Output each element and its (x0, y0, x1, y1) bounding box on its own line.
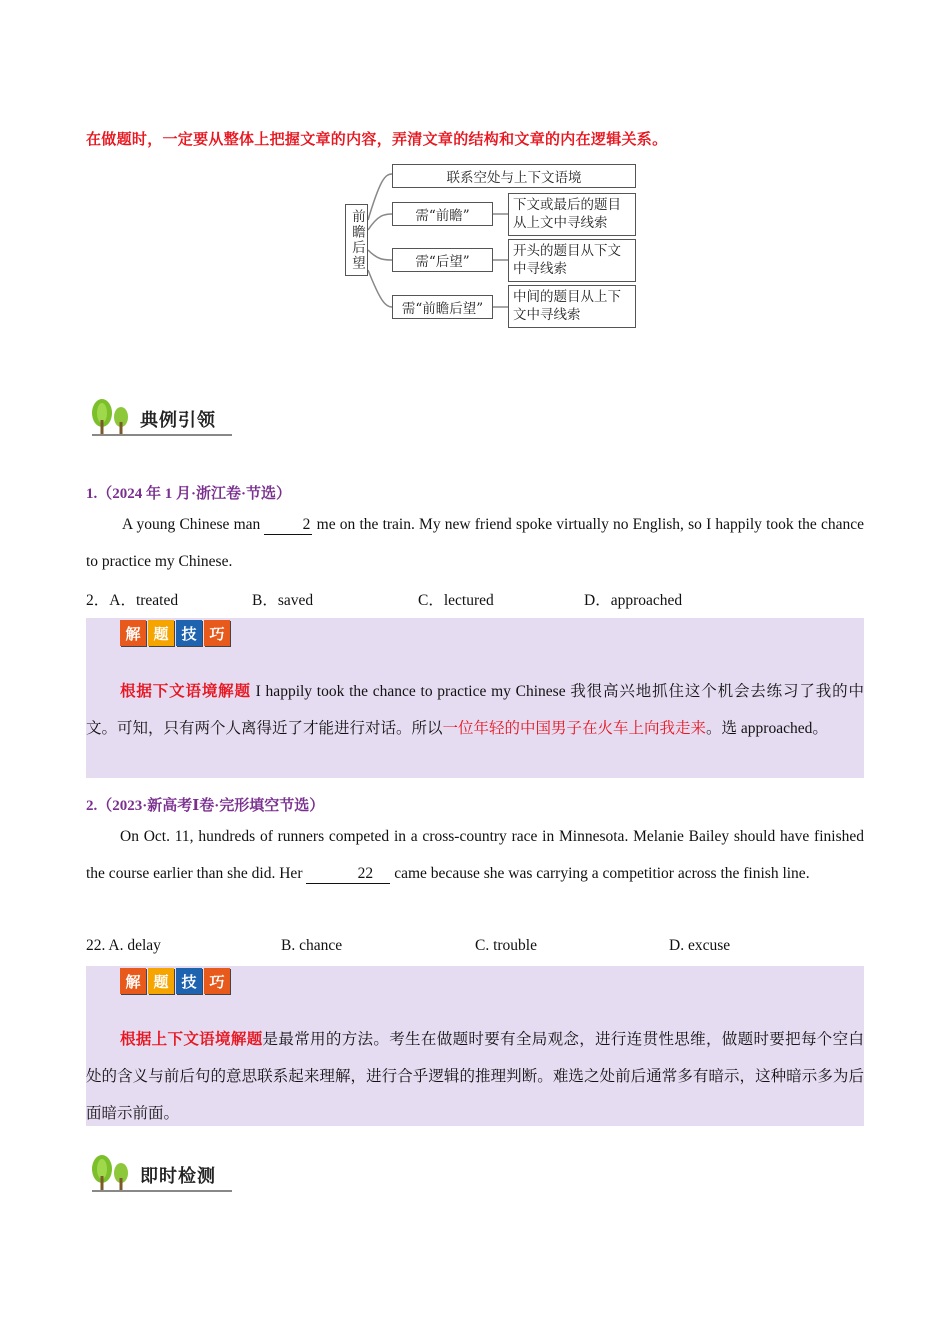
section-underline (92, 1190, 232, 1192)
tip-badges (120, 620, 230, 646)
question-1-heading: 1.（2024 年 1 月·浙江卷·节选） (86, 486, 292, 502)
badge-char: 题 (148, 968, 174, 994)
tip-body: I happily took the chance to practice my Chinese 我很高兴地抓住这个机会去练习了我的中文。可知，只有两个人离得近了才能进行对话。所以 (86, 683, 864, 737)
tree-icon (88, 396, 138, 438)
passage-text: came because she was carrying a competitior across the finish line. (390, 865, 810, 882)
tip-badges (120, 968, 230, 994)
tree-icon (88, 1152, 138, 1194)
diagram-desc-2: 开头的题目从下文中寻线索 (508, 239, 636, 282)
option-d[interactable]: D．approached (584, 592, 683, 609)
option-c[interactable]: C．lectured (418, 592, 494, 609)
section-title: 典例引领 (140, 410, 216, 431)
badge-char: 解 (120, 968, 146, 994)
tip-highlight: 一位年轻的中国男子在火车上向我走来 (442, 720, 707, 737)
badge-char: 巧 (204, 620, 230, 646)
answer-blank: 22 (306, 865, 390, 884)
section-underline (92, 434, 232, 436)
tip-text (86, 1021, 864, 1132)
diagram-top-box: 联系空处与上下文语境 (392, 164, 636, 188)
tip-lead: 根据下文语境解题 (120, 683, 251, 700)
diagram-branch-2: 需“后望” (392, 248, 493, 272)
option-b[interactable]: B. chance (281, 937, 343, 954)
tip-body: 。选 approached。 (706, 720, 828, 737)
passage-text: On Oct. 11, hundreds of runners competed in a cross-country race in Minnesota. Melanie Bailey should have finished the course earlier than she did. Her (86, 828, 864, 882)
question-2-passage (86, 818, 864, 892)
option-a[interactable]: 22. A. delay (86, 937, 161, 954)
intro-text: 在做题时，一定要从整体上把握文章的内容，弄清文章的结构和文章的内在逻辑关系。 (86, 130, 668, 148)
option-b[interactable]: B．saved (252, 592, 314, 609)
passage-text: A young Chinese man (122, 516, 265, 533)
diagram-branch-3: 需“前瞻后望” (392, 295, 493, 319)
solution-tip-box (86, 966, 864, 1126)
question-2-heading: 2.（2023·新高考Ⅰ卷·完形填空节选） (86, 798, 325, 814)
badge-char: 技 (176, 968, 202, 994)
strategy-diagram (340, 160, 640, 330)
option-a[interactable]: 2．A．treated (86, 592, 179, 609)
badge-char: 巧 (204, 968, 230, 994)
section-header-examples (88, 396, 238, 438)
badge-char: 解 (120, 620, 146, 646)
diagram-desc-3: 中间的题目从上下文中寻线索 (508, 285, 636, 328)
badge-char: 题 (148, 620, 174, 646)
option-d[interactable]: D. excuse (669, 937, 731, 954)
option-c[interactable]: C. trouble (475, 937, 537, 954)
diagram-root-box: 前瞻后望 (345, 204, 368, 276)
tip-text (86, 673, 864, 747)
question-1-passage (86, 506, 864, 580)
diagram-branch-1: 需“前瞻” (392, 202, 493, 226)
solution-tip-box (86, 618, 864, 778)
section-header-check (88, 1152, 238, 1194)
tip-lead: 根据上下文语境解题 (120, 1031, 263, 1048)
answer-blank: 2 (264, 516, 312, 535)
passage-text: me on the train. My new friend spoke virtually no English, so I happily took the chance to practice my Chinese. (86, 516, 864, 570)
section-title: 即时检测 (140, 1166, 216, 1187)
diagram-desc-1: 下文或最后的题目从上文中寻线索 (508, 193, 636, 236)
badge-char: 技 (176, 620, 202, 646)
tip-body: 是最常用的方法。考生在做题时要有全局观念，进行连贯性思维，做题时要把每个空白处的含义与前后句的意思联系起来理解，进行合乎逻辑的推理判断。难选之处前后通常多有暗示，这种暗示多为后面暗示前面。 (86, 1031, 864, 1122)
